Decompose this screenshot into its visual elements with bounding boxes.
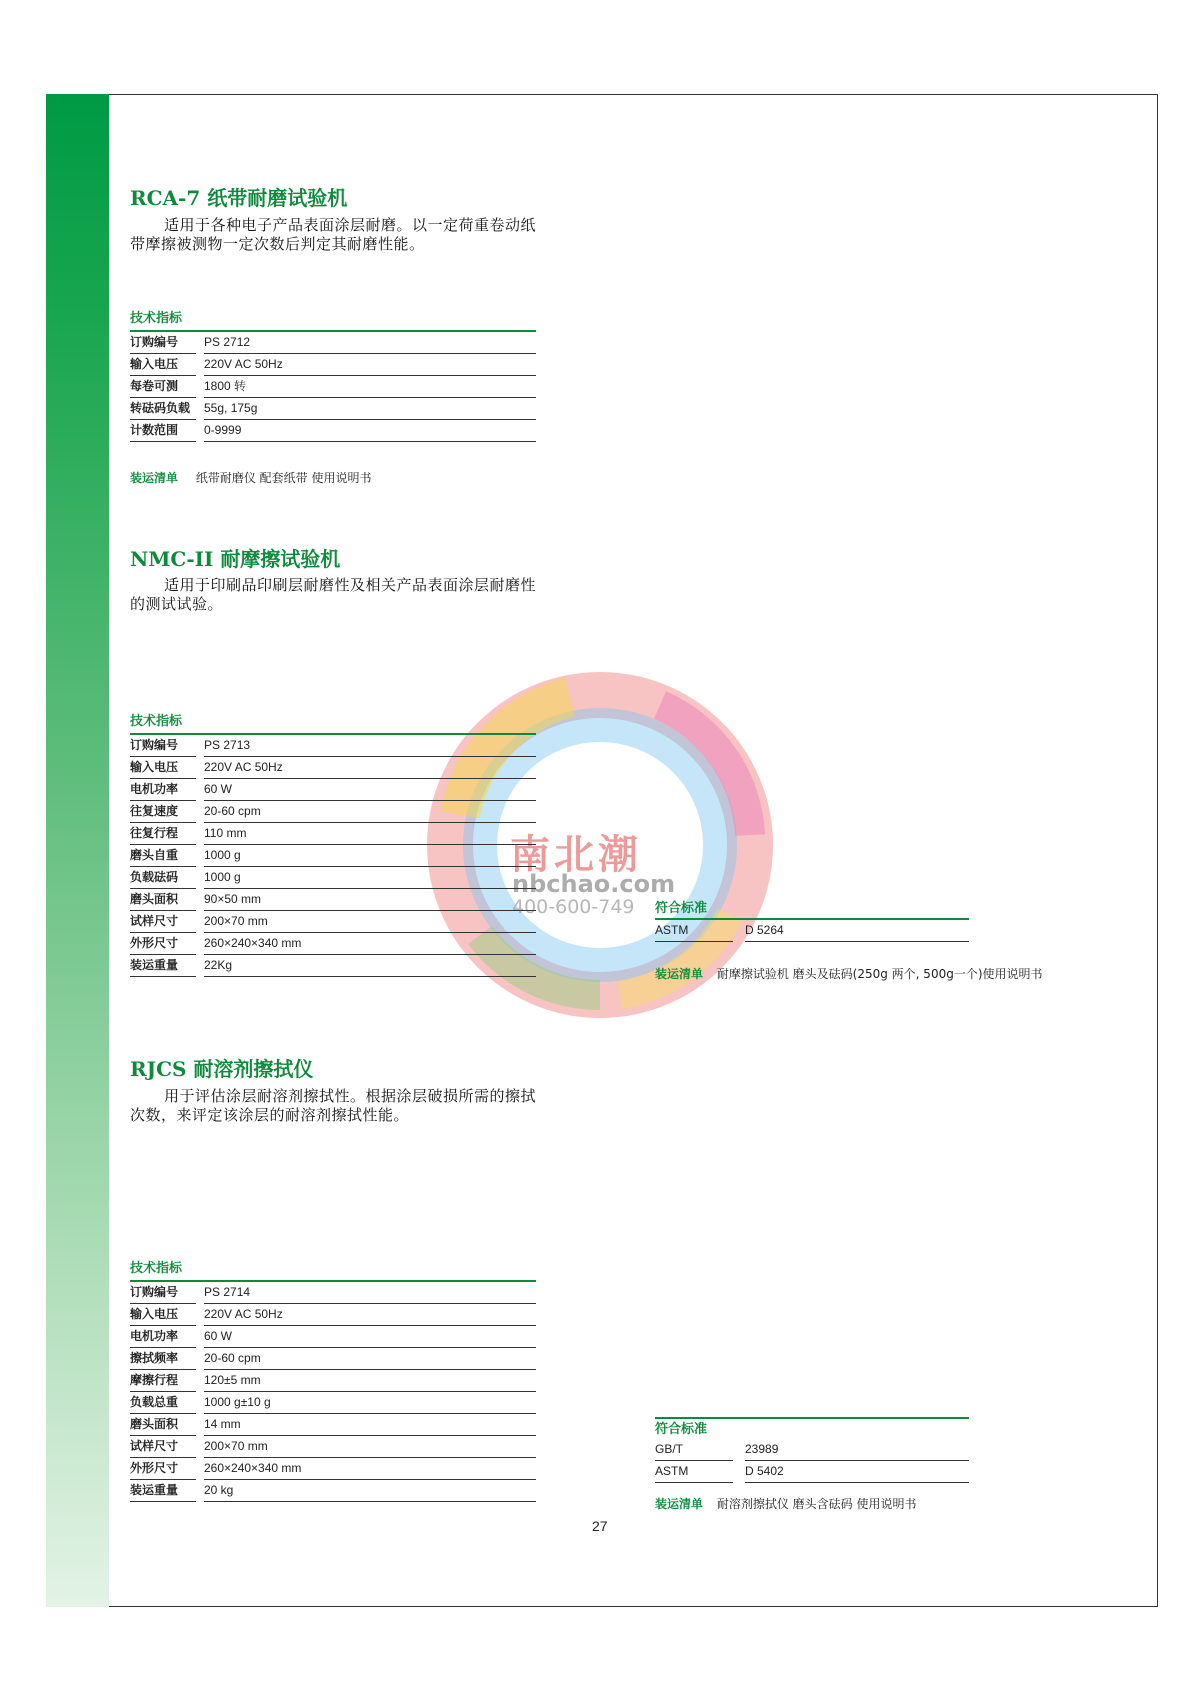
- spec-row: [130, 1392, 536, 1414]
- spec-row: [130, 1480, 536, 1502]
- spec-value: 60 W: [204, 779, 536, 801]
- spec-row: [130, 1414, 536, 1436]
- standards-row: [655, 1461, 969, 1483]
- spec-row: [130, 1370, 536, 1392]
- spec-row: [130, 1436, 536, 1458]
- spec-key: 摩擦行程: [130, 1370, 196, 1392]
- spec-header: 技术指标: [130, 308, 536, 332]
- spec-key: 外形尺寸: [130, 1458, 196, 1480]
- spec-key: 磨头面积: [130, 1414, 196, 1436]
- spec-value: 22Kg: [204, 955, 536, 977]
- product-title-rjcs: RJCS 耐溶剂擦拭仪: [130, 1057, 314, 1081]
- watermark-url: nbchao.com: [512, 870, 676, 898]
- spec-key: 往复行程: [130, 823, 196, 845]
- spec-row: [130, 354, 536, 376]
- shipping-items: 耐摩擦试验机 磨头及砝码(250g 两个, 500g一个)使用说明书: [716, 967, 1043, 981]
- spec-value: 20 kg: [204, 1480, 536, 1502]
- spec-header: 技术指标: [130, 1258, 536, 1282]
- spec-row: [130, 779, 536, 801]
- spec-value: 1800 转: [204, 376, 536, 398]
- spec-table-rca7: [130, 308, 536, 442]
- spec-key: 输入电压: [130, 354, 196, 376]
- spec-key: 磨头自重: [130, 845, 196, 867]
- standards-row: [655, 1439, 969, 1461]
- shipping-items: 纸带耐磨仪 配套纸带 使用说明书: [195, 471, 372, 485]
- spec-row: [130, 332, 536, 354]
- spec-key: 订购编号: [130, 332, 196, 354]
- product-description-rjcs: 用于评估涂层耐溶剂擦拭性。根据涂层破损所需的擦拭次数，来评定该涂层的耐溶剂擦拭性能。: [130, 1087, 537, 1124]
- page-number: 27: [592, 1518, 608, 1534]
- standards-row: [655, 920, 969, 942]
- spec-key: 订购编号: [130, 735, 196, 757]
- watermark-phone: 400-600-749: [512, 896, 635, 918]
- spec-row: [130, 376, 536, 398]
- shipping-list-nmc2: [655, 965, 1043, 982]
- spec-row: [130, 823, 536, 845]
- spec-key: 输入电压: [130, 757, 196, 779]
- spec-value: 220V AC 50Hz: [204, 1304, 536, 1326]
- standards-key: ASTM: [655, 920, 733, 942]
- spec-value: 1000 g: [204, 845, 536, 867]
- shipping-items: 耐溶剂擦拭仪 磨头含砝码 使用说明书: [716, 1497, 917, 1511]
- spec-value: 260×240×340 mm: [204, 933, 536, 955]
- spec-value: 110 mm: [204, 823, 536, 845]
- spec-value: 1000 g: [204, 867, 536, 889]
- shipping-label: 装运清单: [655, 1497, 704, 1511]
- spec-value: 200×70 mm: [204, 911, 536, 933]
- spec-row: [130, 398, 536, 420]
- spec-row: [130, 1458, 536, 1480]
- spec-value: PS 2713: [204, 735, 536, 757]
- spec-key: 输入电压: [130, 1304, 196, 1326]
- shipping-label: 装运清单: [655, 967, 704, 981]
- spec-row: [130, 1348, 536, 1370]
- spec-key: 外形尺寸: [130, 933, 196, 955]
- spec-row: [130, 420, 536, 442]
- spec-table-nmc2: [130, 711, 536, 977]
- spec-row: [130, 955, 536, 977]
- standards-header: 符合标准: [655, 898, 969, 920]
- spec-value: 1000 g±10 g: [204, 1392, 536, 1414]
- spec-value: 120±5 mm: [204, 1370, 536, 1392]
- spec-row: [130, 845, 536, 867]
- spec-key: 订购编号: [130, 1282, 196, 1304]
- spec-value: 220V AC 50Hz: [204, 757, 536, 779]
- spec-value: 55g, 175g: [204, 398, 536, 420]
- standards-key: ASTM: [655, 1461, 733, 1483]
- spec-value: 20-60 cpm: [204, 1348, 536, 1370]
- spec-row: [130, 1326, 536, 1348]
- spec-row: [130, 757, 536, 779]
- spec-row: [130, 911, 536, 933]
- spec-header: 技术指标: [130, 711, 536, 735]
- spec-value: 0-9999: [204, 420, 536, 442]
- spec-table-rjcs: [130, 1258, 536, 1502]
- spec-value: 220V AC 50Hz: [204, 354, 536, 376]
- standards-value: D 5264: [745, 920, 969, 942]
- spec-row: [130, 801, 536, 823]
- spec-value: 200×70 mm: [204, 1436, 536, 1458]
- product-title-rca7: RCA-7 纸带耐磨试验机: [130, 186, 348, 210]
- spec-value: 60 W: [204, 1326, 536, 1348]
- spec-key: 转砝码负载: [130, 398, 196, 420]
- spec-key: 往复速度: [130, 801, 196, 823]
- spec-key: 计数范围: [130, 420, 196, 442]
- spec-value: 14 mm: [204, 1414, 536, 1436]
- standards-value: 23989: [745, 1439, 969, 1461]
- shipping-label: 装运清单: [130, 471, 179, 485]
- spec-key: 磨头面积: [130, 889, 196, 911]
- spec-row: [130, 735, 536, 757]
- spec-row: [130, 1304, 536, 1326]
- spec-row: [130, 1282, 536, 1304]
- spec-row: [130, 933, 536, 955]
- spec-value: 20-60 cpm: [204, 801, 536, 823]
- spec-value: PS 2712: [204, 332, 536, 354]
- spec-key: 试样尺寸: [130, 1436, 196, 1458]
- spec-key: 电机功率: [130, 1326, 196, 1348]
- watermark-name: 南北潮: [510, 831, 642, 878]
- standards-table-nmc2: [655, 898, 969, 942]
- spec-key: 电机功率: [130, 779, 196, 801]
- spec-row: [130, 889, 536, 911]
- spec-key: 负载砝码: [130, 867, 196, 889]
- spec-row: [130, 867, 536, 889]
- standards-value: D 5402: [745, 1461, 969, 1483]
- standards-key: GB/T: [655, 1439, 733, 1461]
- spec-key: 擦拭频率: [130, 1348, 196, 1370]
- spec-value: PS 2714: [204, 1282, 536, 1304]
- product-description-rca7: 适用于各种电子产品表面涂层耐磨。以一定荷重卷动纸带摩擦被测物一定次数后判定其耐磨性能。: [130, 216, 537, 253]
- standards-header: 符合标准: [655, 1417, 969, 1439]
- product-description-nmc2: 适用于印刷品印刷层耐磨性及相关产品表面涂层耐磨性的测试试验。: [130, 576, 537, 613]
- spec-value: 260×240×340 mm: [204, 1458, 536, 1480]
- standards-table-rjcs: [655, 1417, 969, 1483]
- shipping-list-rca7: [130, 469, 371, 486]
- side-accent-bar: [46, 94, 109, 1607]
- spec-key: 装运重量: [130, 1480, 196, 1502]
- shipping-list-rjcs: [655, 1495, 916, 1512]
- spec-key: 负载总重: [130, 1392, 196, 1414]
- product-title-nmc2: NMC-II 耐摩擦试验机: [130, 547, 341, 571]
- spec-key: 试样尺寸: [130, 911, 196, 933]
- spec-key: 装运重量: [130, 955, 196, 977]
- spec-key: 每卷可测: [130, 376, 196, 398]
- spec-value: 90×50 mm: [204, 889, 536, 911]
